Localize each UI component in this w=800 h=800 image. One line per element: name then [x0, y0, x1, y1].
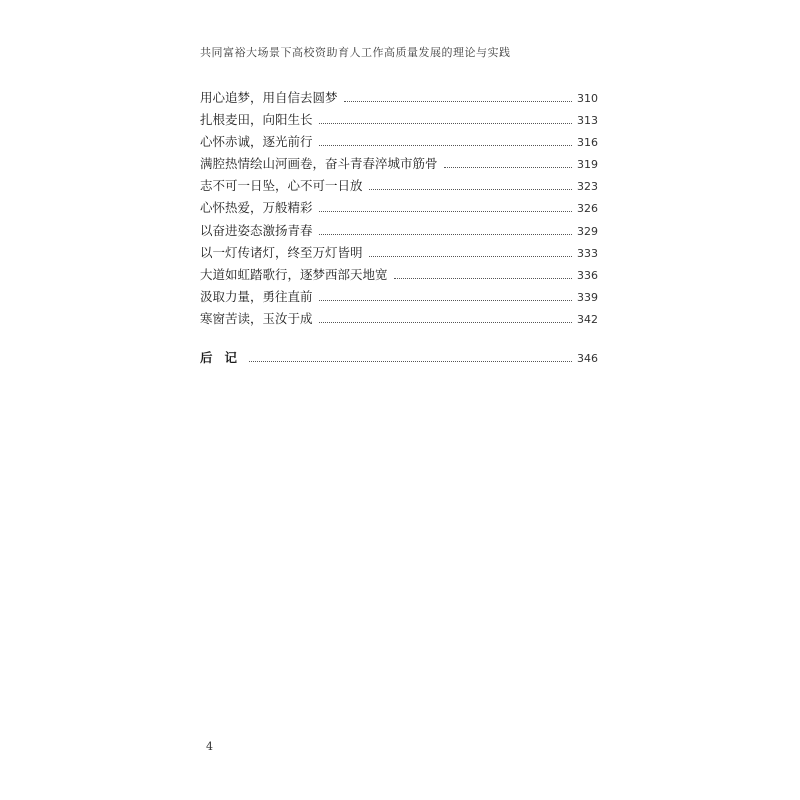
toc-leader-dots [394, 278, 572, 279]
toc-entry [200, 110, 598, 132]
toc-entry-title: 寒窗苦读，玉汝于成 [200, 310, 313, 326]
afterword-page: 346 [577, 352, 598, 365]
toc-entry [200, 265, 598, 287]
toc-entry-page: 313 [577, 114, 598, 128]
toc-leader-dots [319, 300, 572, 301]
toc-entry-title: 用心追梦，用自信去圆梦 [200, 90, 338, 105]
toc-leader-dots [249, 361, 572, 362]
toc-leader-dots [319, 211, 572, 212]
toc-entry-page: 326 [577, 202, 598, 216]
toc-entry-page: 333 [577, 246, 598, 260]
toc-entry [200, 287, 598, 309]
toc-entry-page: 336 [577, 268, 598, 282]
table-of-contents [200, 88, 598, 331]
toc-entry-title: 以奋进姿态激扬青春 [200, 222, 313, 238]
toc-leader-dots [369, 189, 572, 190]
toc-entry [200, 309, 598, 331]
toc-entry [200, 198, 598, 220]
toc-entry-title: 心怀赤诚，逐光前行 [200, 134, 313, 150]
toc-entry-title: 满腔热情绘山河画卷，奋斗青春淬城市筋骨 [200, 156, 438, 172]
toc-leader-dots [319, 234, 572, 235]
toc-entry-page: 316 [577, 136, 598, 150]
toc-leader-dots [319, 145, 572, 146]
toc-entry-page: 323 [577, 180, 598, 194]
toc-leader-dots [444, 167, 572, 168]
toc-entry-title: 以一灯传诸灯，终至万灯皆明 [200, 244, 363, 260]
toc-entry [200, 132, 598, 154]
toc-entry-page: 342 [577, 312, 598, 326]
toc-entry [200, 221, 598, 243]
page-number: 4 [206, 740, 213, 753]
toc-entry [200, 176, 598, 198]
toc-leader-dots [369, 256, 572, 257]
afterword-title: 后记 [200, 350, 250, 365]
toc-entry-title: 志不可一日坠，心不可一日放 [200, 178, 363, 194]
toc-leader-dots [319, 123, 572, 124]
toc-entry-title: 汲取力量，勇往直前 [200, 288, 313, 304]
running-header: 共同富裕大场景下高校资助育人工作高质量发展的理论与实践 [200, 46, 511, 59]
toc-leader-dots [344, 101, 572, 102]
toc-entry [200, 154, 598, 176]
toc-leader-dots [319, 322, 572, 323]
toc-entry-page: 310 [577, 92, 598, 105]
toc-afterword-entry [200, 348, 598, 370]
toc-entry-page: 339 [577, 290, 598, 304]
toc-entry-title: 大道如虹踏歌行，逐梦西部天地宽 [200, 266, 388, 282]
toc-entry [200, 88, 598, 110]
toc-entry-page: 319 [577, 158, 598, 172]
toc-entry-title: 扎根麦田，向阳生长 [200, 112, 313, 128]
toc-entry [200, 243, 598, 265]
toc-entry-title: 心怀热爱，万般精彩 [200, 200, 313, 216]
toc-entry-page: 329 [577, 224, 598, 238]
